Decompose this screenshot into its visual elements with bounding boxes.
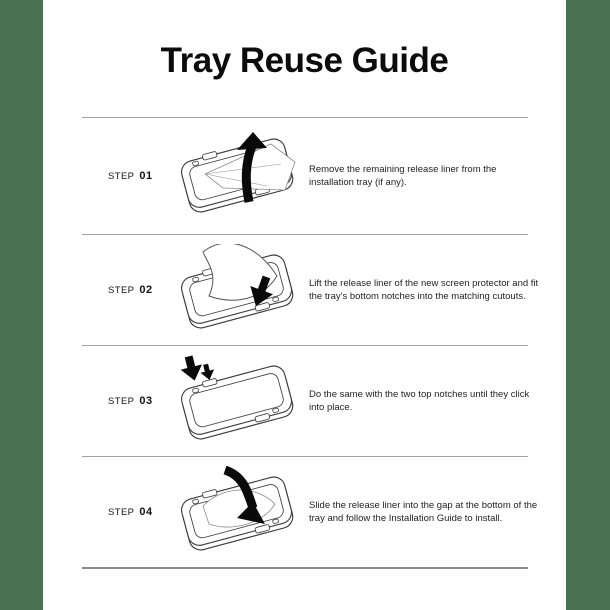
step-label-04: [108, 506, 172, 518]
step-description-01: Remove the remaining release liner from the installation tray (if any).: [309, 163, 497, 188]
step-word: STEP: [108, 170, 135, 182]
step-number: 03: [139, 394, 153, 407]
step-row-01: [43, 118, 566, 234]
bottom-whitespace: [43, 569, 566, 609]
step-word: STEP: [108, 395, 135, 407]
down-arrow-large: [178, 355, 205, 383]
step-illustration-04: [173, 466, 309, 558]
step-word: STEP: [108, 284, 135, 296]
step-description-02: Lift the release liner of the new screen protector and fit the tray's bottom notches into the matching cutouts.: [309, 277, 539, 302]
step-label-03: [108, 395, 172, 407]
step-number: 02: [139, 283, 153, 296]
step-row-02: [43, 235, 566, 345]
step-number: 04: [139, 505, 153, 518]
step-description-04: Slide the release liner into the gap at the bottom of the tray and follow the Installation Guide to install.: [309, 499, 538, 524]
step-illustration-01: [173, 130, 309, 222]
left-green-band: [0, 0, 43, 610]
tray-lift-liner-down-arrow-icon: [173, 244, 307, 336]
right-green-band: [566, 0, 610, 610]
page-title: Tray Reuse Guide: [160, 41, 449, 80]
step-row-03: [43, 346, 566, 456]
up-arrow-head: [237, 132, 267, 150]
step-row-04: [43, 457, 566, 567]
step-illustration-03: [173, 355, 309, 447]
step-number: 01: [139, 169, 153, 182]
tray-slide-liner-curved-arrow-icon: [173, 466, 307, 558]
tray-peel-liner-up-arrow-icon: [173, 130, 307, 222]
step-label-01: [108, 170, 172, 182]
step-description-03: Do the same with the two top notches until they click into place.: [309, 388, 530, 413]
step-illustration-02: [173, 244, 309, 336]
step-word: STEP: [108, 506, 135, 518]
step-label-02: [108, 284, 172, 296]
tray-two-down-arrows-icon: [173, 355, 307, 447]
guide-content: [43, 0, 566, 610]
